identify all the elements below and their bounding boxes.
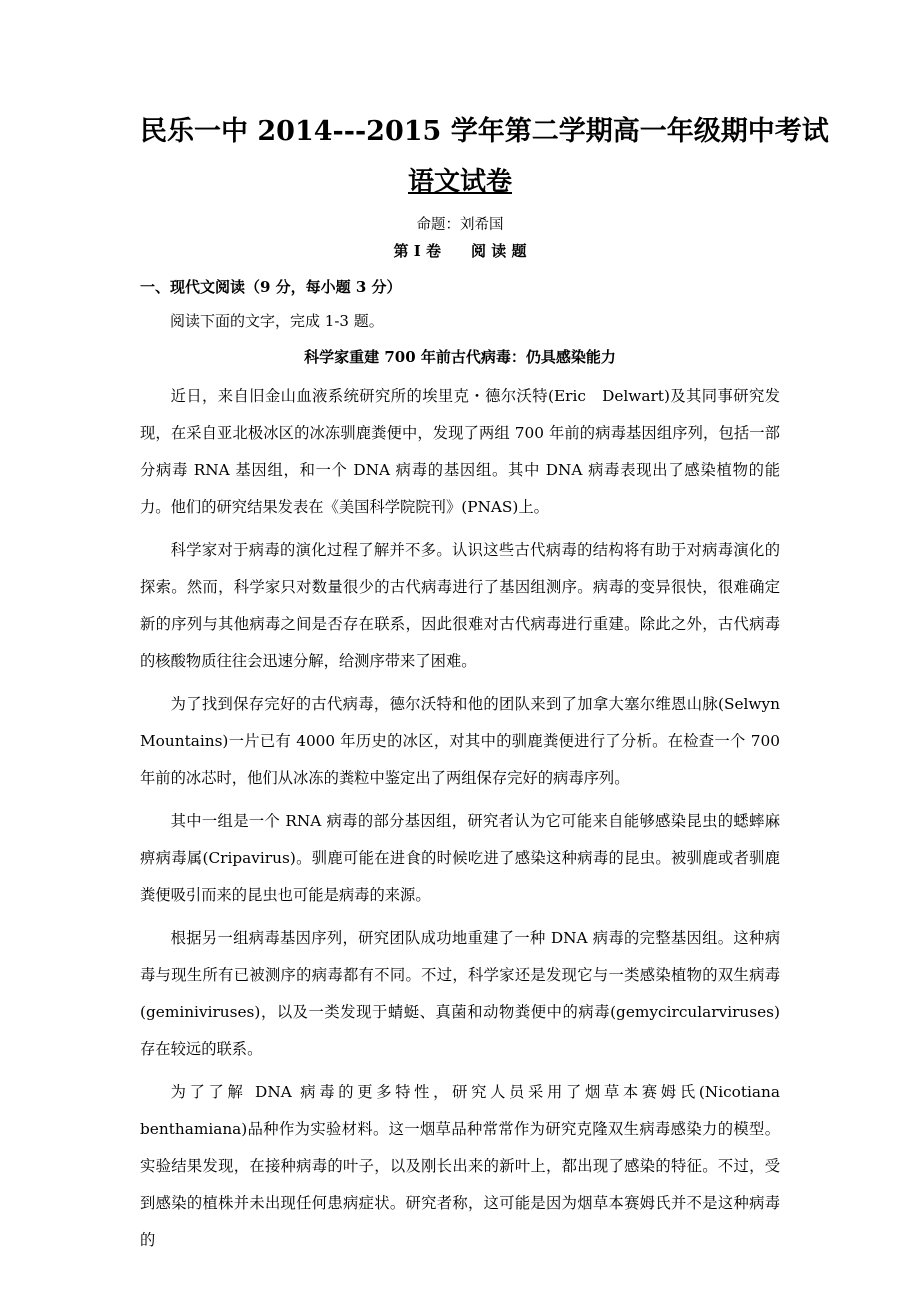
- article-paragraph: 近日，来自旧金山血液系统研究所的埃里克・德尔沃特(Eric Delwart)及其同事研究发现，在采自亚北极冰区的冰冻驯鹿粪便中，发现了两组 700 年前的病毒基因组序列，包括一部分病毒 RNA 基因组，和一个 DNA 病毒的基因组。其中 DNA 病毒表现出了感染植物的能力。他们的研究结果发表在《美国科学院院刊》(PNAS)上。: [140, 387, 780, 516]
- article-paragraph: 根据另一组病毒基因序列，研究团队成功地重建了一种 DNA 病毒的完整基因组。这种病毒与现生所有已被测序的病毒都有不同。不过，科学家还是发现它与一类感染植物的双生病毒(geminiviruses)，以及一类发现于蜻蜓、真菌和动物粪便中的病毒(gemycircularviruses)存在较远的联系。: [140, 929, 780, 1058]
- section-heading: 一、现代文阅读（9 分，每小题 3 分）: [140, 278, 402, 296]
- article-paragraph: 科学家对于病毒的演化过程了解并不多。认识这些古代病毒的结构将有助于对病毒演化的探索。然而，科学家只对数量很少的古代病毒进行了基因组测序。病毒的变异很快，很难确定新的序列与其他病毒之间是否存在联系，因此很难对古代病毒进行重建。除此之外，古代病毒的核酸物质往往会迅速分解，给测序带来了困难。: [140, 541, 780, 670]
- reading-instruction: 阅读下面的文字，完成 1-3 题。: [170, 312, 384, 330]
- article-title: 科学家重建 700 年前古代病毒：仍具感染能力: [304, 348, 616, 366]
- exam-author: 命题：刘希国: [416, 217, 504, 233]
- exam-subtitle: [140, 162, 780, 202]
- subject-name: 语文试卷: [407, 167, 512, 197]
- article-paragraph: 其中一组是一个 RNA 病毒的部分基因组，研究者认为它可能来自能够感染昆虫的蟋蟀麻痹病毒属(Cripavirus)。驯鹿可能在进食的时候吃进了感染这种病毒的昆虫。被驯鹿或者驯鹿粪便吸引而来的昆虫也可能是病毒的来源。: [140, 812, 780, 904]
- article-paragraph: 为了了解 DNA 病毒的更多特性，研究人员采用了烟草本赛姆氏(Nicotiana benthamiana)品种作为实验材料。这一烟草品种常常作为研究克隆双生病毒感染力的模型。实验结果发现，在接种病毒的叶子，以及刚长出来的新叶上，都出现了感染的特征。不过，受到感染的植株并未出现任何患病症状。研究者称，这可能是因为烟草本赛姆氏并不是这种病毒的: [140, 1083, 780, 1249]
- exam-title: 民乐一中 2014---2015 学年第二学期高一年级期中考试: [140, 116, 829, 147]
- article-paragraph: 为了找到保存完好的古代病毒，德尔沃特和他的团队来到了加拿大塞尔维恩山脉(Selwyn Mountains)一片已有 4000 年历史的冰区，对其中的驯鹿粪便进行了分析。在检查一个 700 年前的冰芯时，他们从冰冻的粪粒中鉴定出了两组保存完好的病毒序列。: [140, 695, 796, 787]
- volume-heading: 第 I 卷 阅 读 题: [393, 242, 527, 260]
- article-body: [140, 378, 796, 1259]
